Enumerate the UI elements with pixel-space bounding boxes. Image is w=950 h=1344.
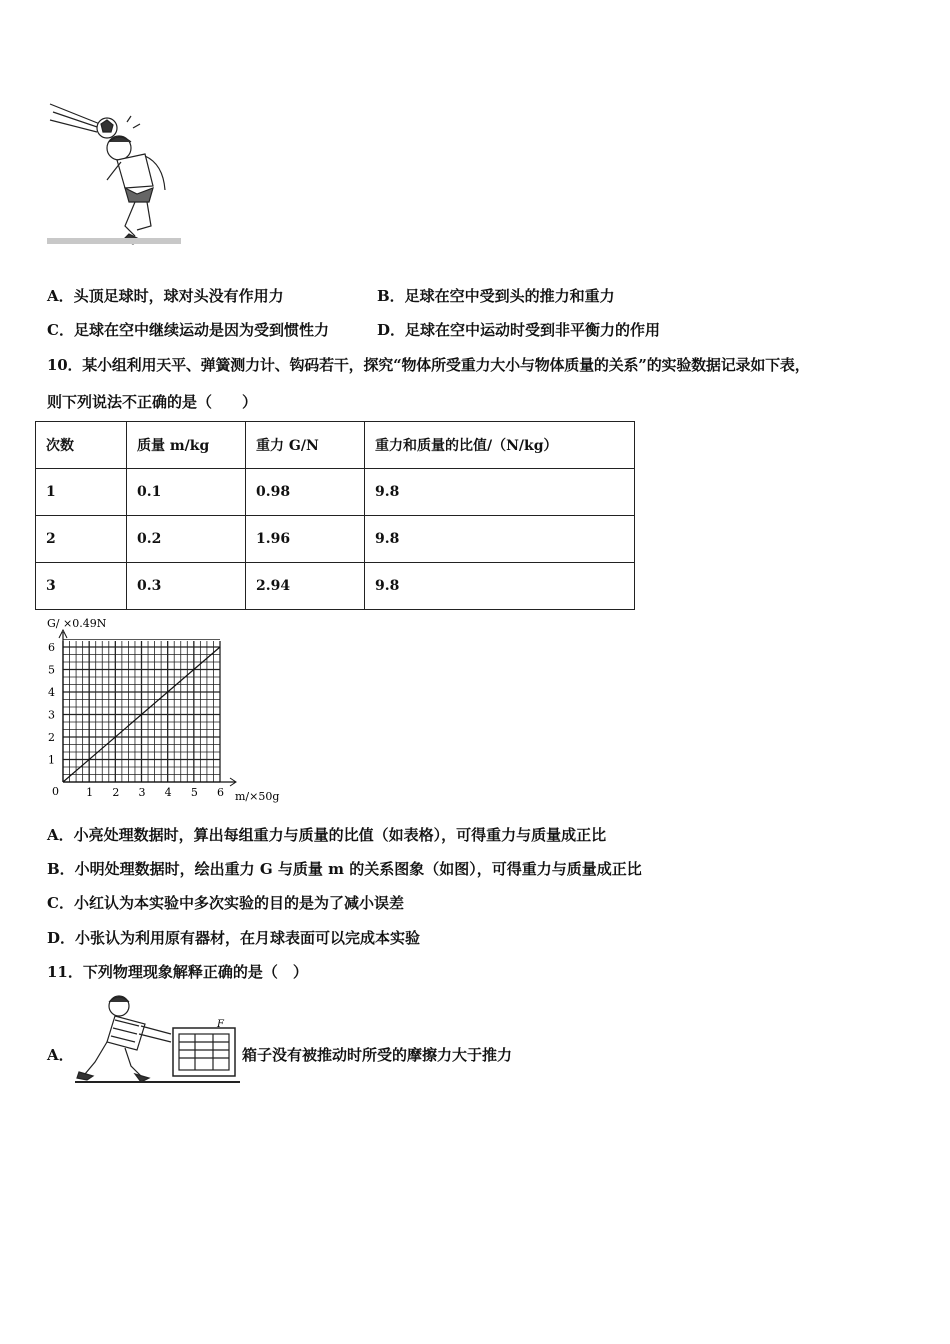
q10-stem-line2: 则下列说法不正确的是（ ） [47,393,258,411]
y-tick-label: 6 [48,641,55,654]
table-header-cell: 重力和质量的比值/（N/kg） [365,422,635,469]
y-tick-label: 1 [48,753,55,767]
table-cell: 3 [36,563,127,610]
table-cell: 9.8 [365,563,635,610]
table-cell: 0.98 [246,469,365,516]
table-cell: 9.8 [365,469,635,516]
table-header-cell: 质量 m/kg [127,422,246,469]
origin-label: 0 [52,785,59,798]
table-cell: 1 [36,469,127,516]
pushing-box-illustration [75,990,240,1088]
y-tick-label: 3 [48,708,55,722]
q10-option-a[interactable]: A．小亮处理数据时，算出每组重力与质量的比值（如表格），可得重力与质量成正比 [47,826,607,844]
x-tick-label: 5 [190,786,198,799]
x-tick-label: 1 [86,786,94,799]
q9-option-c[interactable]: C．足球在空中继续运动是因为受到惯性力 [47,321,329,339]
q9-option-a[interactable]: A．头顶足球时，球对头没有作用力 [47,287,284,305]
y-tick-label: 2 [48,731,55,744]
table-cell: 0.3 [127,563,246,610]
table-cell: 1.96 [246,516,365,563]
q10-stem-line1: 10．某小组利用天平、弹簧测力计、钩码若干，探究“物体所受重力大小与物体质量的关系”的实验数据记录如下表， [47,356,810,374]
table-cell: 2.94 [246,563,365,610]
y-axis-label: G/ ×0.49N [47,617,107,630]
q9-option-d[interactable]: D．足球在空中运动时受到非平衡力的作用 [377,321,661,339]
x-axis-label: m/×50g [235,790,280,803]
q10-option-d[interactable]: D．小张认为利用原有器材，在月球表面可以完成本实验 [47,929,421,947]
q11-option-a-text[interactable]: 箱子没有被推动时所受的摩擦力大于推力 [242,1046,513,1064]
chart-grid [63,640,220,783]
y-tick-label: 5 [48,663,55,677]
table-row [36,563,635,610]
q10-option-c[interactable]: C．小红认为本实验中多次实验的目的是为了减小误差 [47,894,404,912]
x-tick-label: 3 [138,786,146,799]
table-cell: 2 [36,516,127,563]
q11-option-a-label[interactable]: A． [47,1046,74,1064]
table-header-row [36,422,635,469]
table-header-cell: 次数 [36,422,127,469]
table-header-cell: 重力 G/N [246,422,365,469]
force-label-f: F [217,1019,224,1030]
data-table [35,421,635,610]
y-tick-label: 4 [48,686,55,699]
q9-option-b[interactable]: B．足球在空中受到头的推力和重力 [377,287,615,305]
g-m-chart [30,612,290,808]
table-cell: 9.8 [365,516,635,563]
x-tick-label: 6 [217,786,224,799]
x-tick-label: 2 [112,786,120,799]
table-cell: 0.2 [127,516,246,563]
table-row [36,516,635,563]
q11-stem: 11．下列物理现象解释正确的是（ ） [47,963,308,981]
heading-ball-illustration [45,98,185,250]
x-tick-label: 4 [164,786,172,799]
q10-option-b[interactable]: B．小明处理数据时，绘出重力 G 与质量 m 的关系图象（如图），可得重力与质量成正比 [47,860,642,878]
table-row [36,469,635,516]
table-cell: 0.1 [127,469,246,516]
y-tick-labels [48,641,55,767]
x-tick-labels [86,786,224,799]
